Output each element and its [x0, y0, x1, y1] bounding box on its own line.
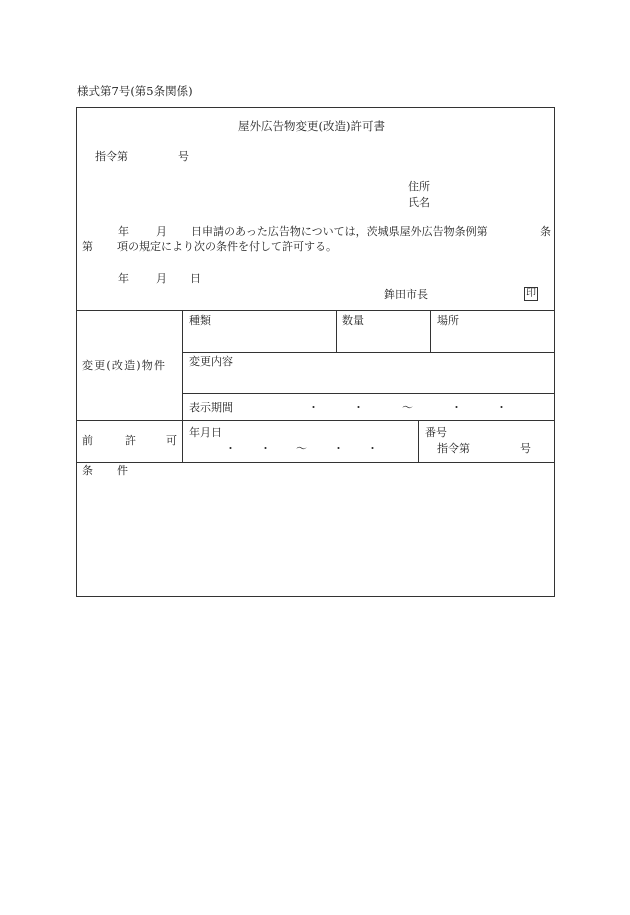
body-dai: 第: [82, 240, 93, 253]
name-label: 氏名: [408, 196, 430, 209]
body-line2-text: 項の規定により次の条件を付して許可する。: [117, 240, 337, 253]
body-month: 月: [156, 225, 167, 238]
display-period-dot: ・: [308, 401, 319, 414]
table-top-line: [76, 310, 555, 311]
issuer-title: 鉾田市長: [384, 288, 428, 301]
prev-permit-command-prefix: 指令第: [437, 442, 470, 455]
prev-permit-tilde: 〜: [296, 442, 307, 455]
prev-permit-label-char: 前: [82, 434, 93, 447]
row-divider-2: [182, 393, 555, 394]
date-day: 日: [190, 272, 201, 285]
prev-permit-label-char: 許: [125, 434, 136, 447]
seal-stamp: [524, 287, 538, 301]
kind-quantity-divider: [336, 310, 337, 352]
command-number-suffix: 号: [178, 150, 189, 163]
display-period-dot: ・: [451, 401, 462, 414]
body-line1-text: 日申請のあった広告物については，茨城県屋外広告物条例第: [191, 225, 488, 238]
prev-permit-number-label: 番号: [425, 426, 447, 439]
display-period-dot: ・: [353, 401, 364, 414]
quantity-place-divider: [430, 310, 431, 352]
conditions-top-line: [76, 462, 555, 463]
change-content-label: 変更内容: [189, 355, 233, 368]
body-year: 年: [118, 225, 129, 238]
place-label: 場所: [437, 314, 459, 327]
prev-permit-command-suffix: 号: [520, 442, 531, 455]
kind-label: 種類: [189, 314, 211, 327]
date-year: 年: [118, 272, 129, 285]
form-number: 様式第7号(第5条関係): [77, 84, 193, 98]
prev-permit-date-label: 年月日: [189, 426, 222, 439]
display-period-tilde: 〜: [402, 401, 413, 414]
prev-permit-dot: ・: [225, 442, 236, 455]
prev-permit-label-char: 可: [166, 434, 177, 447]
quantity-label: 数量: [342, 314, 364, 327]
display-period-label: 表示期間: [189, 401, 233, 414]
prev-permit-dot: ・: [333, 442, 344, 455]
command-number-prefix: 指令第: [95, 150, 128, 163]
row-divider-1: [182, 352, 555, 353]
date-number-divider: [418, 420, 419, 462]
display-period-dot: ・: [496, 401, 507, 414]
prev-permit-dot: ・: [260, 442, 271, 455]
object-label: 変更(改造)物件: [82, 359, 167, 372]
prev-permit-dot: ・: [367, 442, 378, 455]
address-label: 住所: [408, 180, 430, 193]
conditions-label-char: 件: [117, 464, 128, 477]
table-col-divider: [182, 310, 183, 462]
conditions-label-char: 条: [82, 464, 93, 477]
body-article: 条: [540, 225, 551, 238]
seal-label: 印: [526, 288, 536, 299]
date-month: 月: [156, 272, 167, 285]
prev-permit-top-line: [76, 420, 555, 421]
document-title: 屋外広告物変更(改造)許可書: [238, 119, 385, 133]
